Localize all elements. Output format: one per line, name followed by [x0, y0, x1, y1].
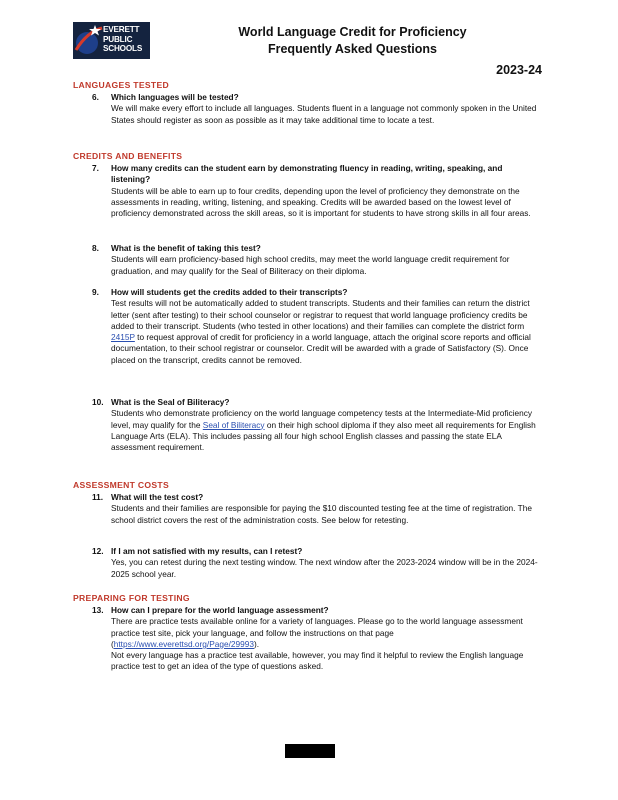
answer-text-2: Not every language has a practice test available, however, you may find it helpful to review the English language practice test to get an idea of the type of questions asked. — [111, 650, 524, 672]
answer-part-1: Test results will not be automatically added to student transcripts. Students and their families can return the district letter (sent after testing) to their school counselor or registrar to request that world language proficiency credits be added to their transcript. Students (who tested in other locations) and their families can complete the district form — [111, 298, 530, 331]
logo-line-1: EVERETT — [103, 25, 140, 34]
question-number: 10. — [92, 397, 104, 407]
answer-text: Students and their families are responsible for paying the $10 discounted testing fee at the time of registration. The school district covers the rest of the administration costs. See below for retesting. — [111, 503, 532, 525]
question-text: If I am not satisfied with my results, can I retest? — [111, 546, 303, 556]
answer-part-2: on their high school diploma if they also meet all requirements for English Language Arts (ELA). This includes passing all four high school English classes and passing the state ELA assessment requirement. — [111, 419, 536, 453]
logo-line-3: SCHOOLS — [103, 44, 143, 54]
question-text: What is the Seal of Biliteracy? — [111, 397, 230, 407]
section-credits-benefits: CREDITS AND BENEFITS — [73, 151, 183, 161]
answer-part-1: Students who demonstrate proficiency on the world language competency tests at the Intermediate-Mid proficiency level, may qualify for the — [111, 408, 533, 430]
question-text: What will the test cost? — [111, 492, 204, 502]
logo-line-2: PUBLIC — [103, 34, 133, 44]
answer-text: We will make every effort to include all languages. Students fluent in a language not commonly spoken in the United States should register as soon as possible as it may take additional time to locate a test. — [111, 103, 537, 125]
answer-text: Students will be able to earn up to four credits, depending upon the level of proficiency they demonstrate on the assessments in reading, writing, listening, and speaking. Credits will be awarded based on the lowest level of proficiency demonstrated across the skill areas, so it is important for students to have strong skills in all four areas. — [111, 185, 531, 219]
section-languages-tested: LANGUAGES TESTED — [73, 80, 169, 90]
school-year: 2023-24 — [496, 63, 542, 77]
title-line-2: Frequently Asked Questions — [267, 42, 438, 56]
question-text: Which languages will be tested? — [111, 92, 239, 102]
district-logo — [73, 22, 150, 59]
question-text: How many credits can the student earn by demonstrating fluency in reading, writing, speaking, and listening? — [111, 163, 503, 185]
answer-part-2: to request approval of credit for proficiency in a world language, attach the original score reports and official documentation, to their school registrar or counselor. Credit will be awarded with a grade of Satisfactory (S). Once placed on the transcript, credits cannot be removed. — [111, 332, 531, 365]
answer-text — [111, 616, 542, 650]
swoosh-star-icon — [73, 22, 105, 59]
question-number: 9. — [92, 287, 99, 297]
faq-item-8 — [92, 243, 542, 277]
footer-bar — [285, 744, 335, 758]
faq-item-10 — [92, 397, 542, 453]
faq-item-12 — [92, 546, 542, 580]
section-preparing-for-testing: PREPARING FOR TESTING — [73, 593, 190, 603]
page-title — [160, 24, 545, 58]
question-text: What is the benefit of taking this test? — [111, 243, 261, 253]
answer-text — [111, 408, 542, 453]
faq-item-11 — [92, 492, 542, 526]
question-number: 12. — [92, 546, 104, 556]
form-2415p-link[interactable]: 2415P — [111, 332, 135, 343]
seal-of-biliteracy-link[interactable]: Seal of Biliteracy — [202, 419, 265, 430]
question-number: 11. — [92, 492, 104, 502]
answer-part-1: There are practice tests available online for a variety of languages. Please go to the world language assessment practice test site, pick your language, and follow the instructions on that page ( — [111, 616, 523, 649]
question-number: 6. — [92, 92, 99, 102]
answer-part-2: ). — [253, 638, 260, 649]
question-text: How can I prepare for the world language assessment? — [111, 605, 329, 615]
title-line-1: World Language Credit for Proficiency — [238, 25, 467, 39]
answer-text: Yes, you can retest during the next testing window. The next window after the 2023-2024 window will be in the 2024-2025 school year. — [111, 557, 538, 579]
practice-test-url-link[interactable]: https://www.everettsd.org/Page/29993 — [113, 638, 254, 649]
question-number: 13. — [92, 605, 104, 615]
answer-text — [111, 298, 542, 366]
answer-text: Students will earn proficiency-based high school credits, may meet the world language credit requirement for graduation, and may qualify for the Seal of Biliteracy on their diploma. — [111, 254, 510, 276]
question-number: 8. — [92, 243, 99, 253]
faq-item-9 — [92, 287, 542, 366]
faq-item-7 — [92, 163, 542, 219]
question-text: How will students get the credits added to their transcripts? — [111, 287, 348, 297]
faq-item-6 — [92, 92, 542, 126]
section-assessment-costs: ASSESSMENT COSTS — [73, 480, 170, 490]
faq-item-13 — [92, 605, 542, 673]
question-number: 7. — [92, 163, 99, 173]
